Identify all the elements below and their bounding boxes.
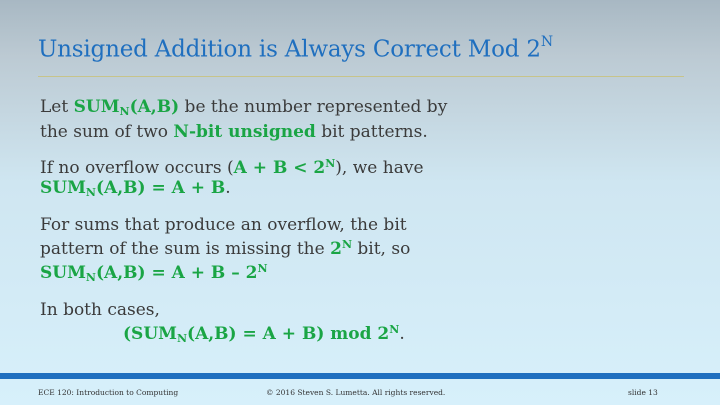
footer-course: ECE 120: Introduction to Computing	[38, 388, 179, 397]
overflow-equation: $SUM_N(A,B) = A + B - 2^N$	[40, 262, 268, 284]
mod-equation-line: $(SUM_N(A,B) = A + B)$ mod $2^N$.	[123, 323, 405, 345]
slide-title: Unsigned Addition is Always Correct Mod $2^N$	[38, 34, 553, 63]
overflow-condition: $A + B < 2^N$	[233, 157, 336, 178]
sum-term: $SUM_N(A,B)$	[73, 97, 180, 118]
no-overflow-equation: $SUM_N(A,B) = A + B$	[40, 178, 226, 199]
nbit-unsigned-term: N-bit unsigned	[173, 122, 316, 142]
footer-bar	[0, 373, 720, 379]
footer-copyright: © 2016 Steven S. Lumetta. All rights reserved.	[266, 388, 446, 397]
slide-number: slide 13	[628, 388, 658, 397]
paragraph-no-overflow: If no overflow occurs $(A + B < 2^N)$, we have $SUM_N(A,B) = A + B$.	[40, 157, 424, 199]
paragraph-definition: Let $SUM_N(A,B)$ be the number represented by the sum of two N-bit unsigned bit patterns.	[40, 97, 448, 142]
mod-equation: $(SUM_N(A,B) = A + B)$ mod $2^N$	[123, 323, 400, 345]
title-divider	[38, 76, 684, 77]
paragraph-overflow: For sums that produce an overflow, the bit pattern of the sum is missing the $2^N$ bit, so $SUM_N(A,B) = A + B - 2^N$	[40, 215, 411, 284]
paragraph-both-cases: In both cases, $(SUM_N(A,B) = A + B)$ mod $2^N$.	[40, 300, 690, 349]
missing-bit-term: $2^N$	[330, 238, 352, 259]
slide-body	[40, 97, 690, 361]
